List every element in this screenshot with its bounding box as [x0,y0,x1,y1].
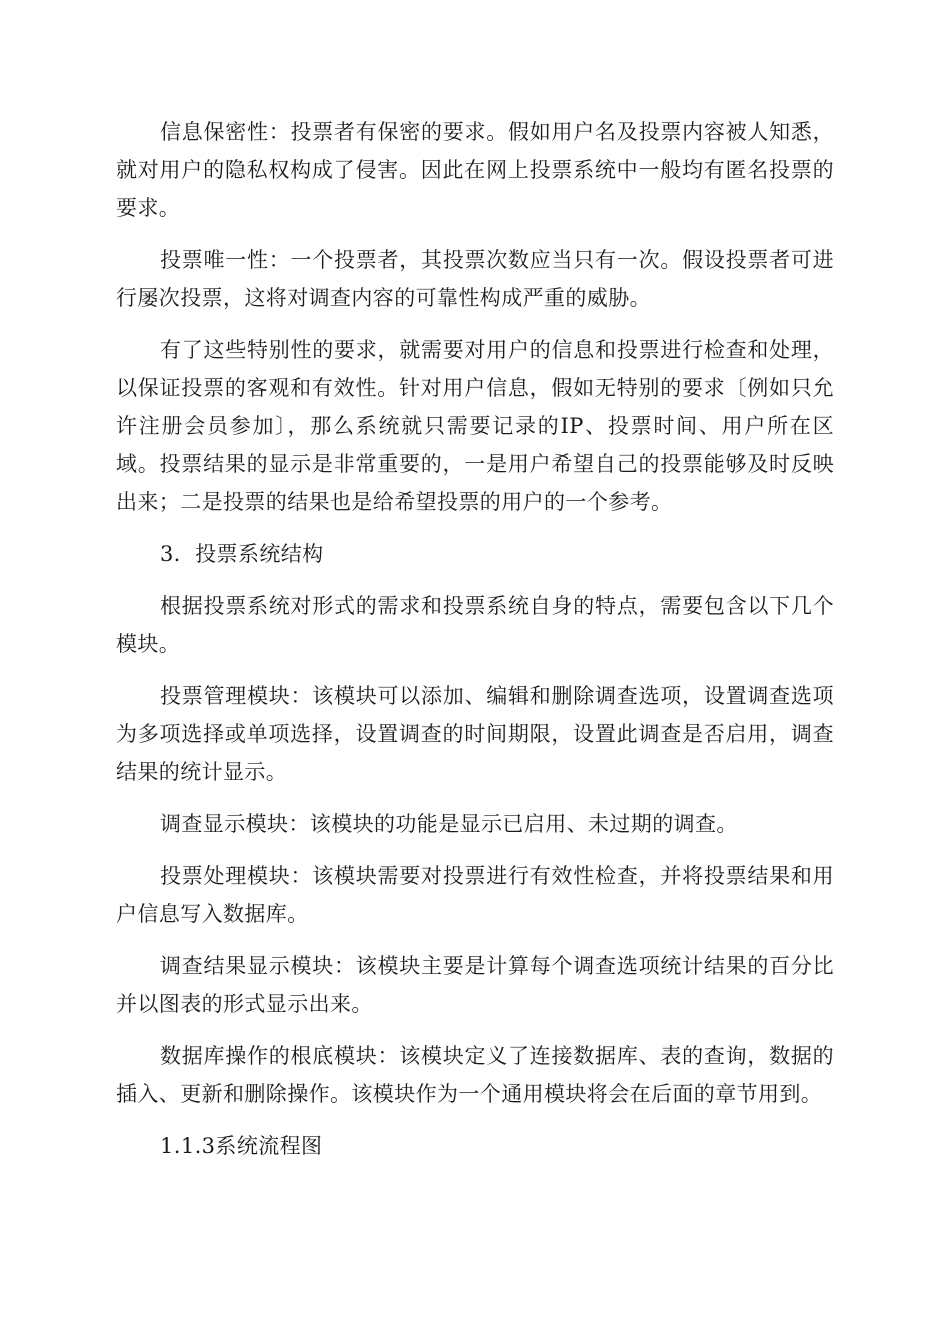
paragraph-module-intro: 根据投票系统对形式的需求和投票系统自身的特点，需要包含以下几个模块。 [116,594,834,656]
section-heading-system-structure: 3．投票系统结构 [160,542,324,566]
paragraph-database-base-module: 数据库操作的根底模块：该模块定义了连接数据库、表的查询，数据的插入、更新和删除操作。该模块作为一个通用模块将会在后面的章节用到。 [116,1044,834,1106]
paragraph-vote-uniqueness: 投票唯一性：一个投票者，其投票次数应当只有一次。假设投票者可进行屡次投票，这将对调查内容的可靠性构成严重的威胁。 [116,248,834,310]
paragraph-result-display-module: 调查结果显示模块：该模块主要是计算每个调查选项统计结果的百分比并以图表的形式显示出来。 [116,954,834,1016]
paragraph-survey-display-module: 调查显示模块：该模块的功能是显示已启用、未过期的调查。 [160,812,738,836]
paragraph-vote-management-module: 投票管理模块：该模块可以添加、编辑和删除调查选项，设置调查选项为多项选择或单项选择，设置调查的时间期限，设置此调查是否启用，调查结果的统计显示。 [116,684,834,784]
paragraph-vote-processing-module: 投票处理模块：该模块需要对投票进行有效性检查，并将投票结果和用户信息写入数据库。 [116,864,834,926]
paragraph-info-confidentiality: 信息保密性：投票者有保密的要求。假如用户名及投票内容被人知悉，就对用户的隐私权构成了侵害。因此在网上投票系统中一般均有匿名投票的要求。 [116,120,834,220]
paragraph-special-requirements: 有了这些特别性的要求，就需要对用户的信息和投票进行检查和处理，以保证投票的客观和有效性。针对用户信息，假如无特别的要求〔例如只允许注册会员参加〕，那么系统就只需要记录的IP、投票时间、用户所在区域。投票结果的显示是非常重要的，一是用户希望自己的投票能够及时反映出来；二是投票的结果也是给希望投票的用户的一个参考。 [116,338,834,514]
document-body [116,113,834,1179]
section-heading-flowchart: 1.1.3系统流程图 [160,1134,323,1158]
